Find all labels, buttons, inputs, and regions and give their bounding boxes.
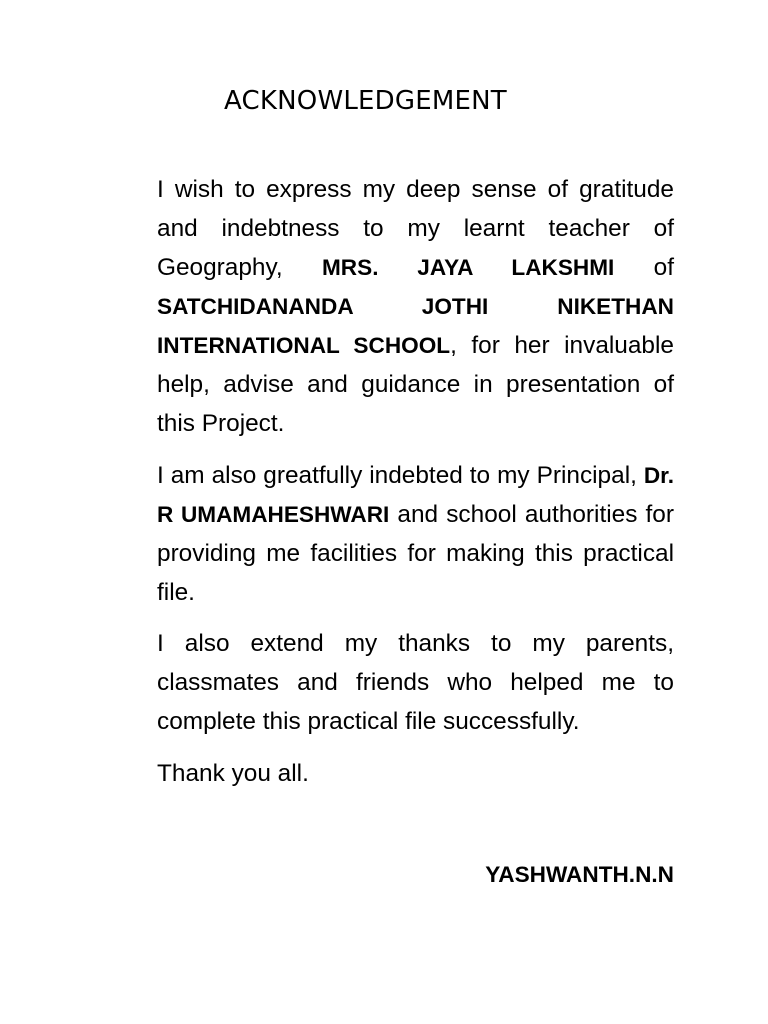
signature-name: YASHWANTH.N.N [485, 862, 674, 887]
acknowledgement-body [157, 170, 674, 805]
page-title: ACKNOWLEDGEMENT [224, 86, 507, 116]
paragraph-thanks-parents [157, 624, 674, 741]
paragraph-text: I also extend my thanks to my parents, classmates and friends who helped me to complete this practical file successfully. [157, 630, 674, 735]
paragraph-text: of [614, 254, 674, 281]
paragraph-text: I am also greatfully indebted to my Principal, [157, 461, 644, 489]
paragraph-text: I wish to express my deep sense of gratitude and indebtness to my learnt teacher of Geography, [157, 176, 674, 281]
paragraph-text: and school authorities for providing me facilities for making this practical file. [157, 500, 674, 606]
paragraph-text: , for her invaluable help, advise and guidance in presentation of this Project. [157, 332, 674, 437]
school-name: SATCHIDANANDA JOTHI NIKETHAN INTERNATIONAL SCHOOL [157, 294, 674, 358]
principal-name: Dr. R UMAMAHESHWARI [157, 462, 674, 527]
teacher-name: MRS. JAYA LAKSHMI [321, 255, 615, 280]
paragraph-principal [157, 456, 674, 612]
paragraph-text: Thank you all. [157, 759, 309, 787]
paragraph-thank-you [157, 754, 674, 793]
paragraph-gratitude [157, 170, 674, 443]
